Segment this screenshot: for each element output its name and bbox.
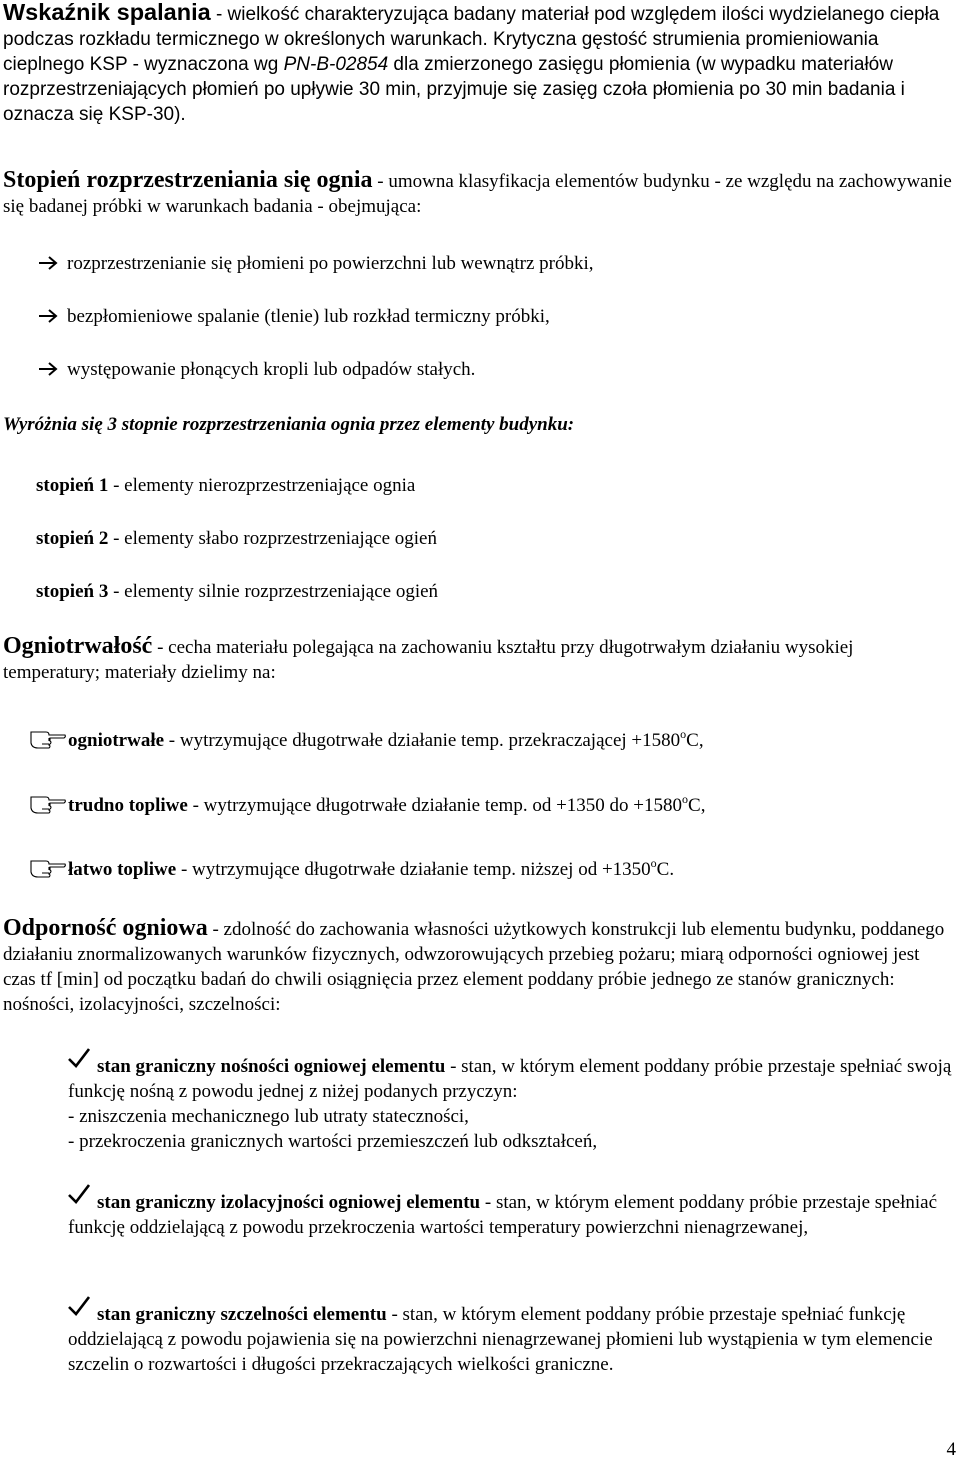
norm-reference: PN-B-02854: [283, 54, 389, 75]
page-number: 4: [946, 1439, 956, 1460]
paragraph-fire-resistance: Odporność ogniowa - zdolność do zachowania własności użytkowych konstrukcji lub elementu budynku, poddanego działaniu znormalizowanych warunków fizycznych, odwzorowujących przebieg pożaru; miarą odporności ogniowej jest czas tf [min] od początku badań do chwili osiągnięcia przez element poddany próbie jednego ze stanów granicznych: nośności, izolacyjności, szczelności:: [3, 915, 945, 1015]
list-item: stan graniczny izolacyjności ogniowej elementu - stan, w którym element poddany próbie przestaje spełniać funkcję oddzielającą z powodu przekroczenia wartości temperatury powierzchni nienagrzewanej,: [68, 1190, 954, 1240]
arrow-right-icon: [38, 256, 58, 270]
pointing-hand-icon: [30, 728, 66, 750]
sub-item: - przekroczenia granicznych wartości przemieszczeń lub odkształceń,: [68, 1131, 598, 1152]
checkmark-icon: [68, 1296, 90, 1316]
pointing-hand-icon: [30, 857, 66, 879]
term-fire-spread: Stopień rozprzestrzeniania się ognia: [3, 167, 373, 193]
list-item: trudno topliwe - wytrzymujące długotrwałe działanie temp. od +1350 do $+1580^oC$,: [30, 793, 705, 818]
paragraph-refractoriness: Ogniotrwałość - cecha materiału polegająca na zachowaniu kształtu przy długotrwałym działaniu wysokiej temperatury; materiały dzielimy na:: [3, 633, 854, 683]
sub-item: - zniszczenia mechanicznego lub utraty stateczności,: [68, 1106, 469, 1127]
arrow-right-icon: [38, 362, 58, 376]
list-item: stopień 2 - elementy słabo rozprzestrzeniające ogień: [36, 528, 437, 549]
section-heading: Wyróżnia się 3 stopnie rozprzestrzeniania ognia przez elementy budynku:: [3, 414, 575, 435]
list-item: stopień 3 - elementy silnie rozprzestrzeniające ogień: [36, 581, 439, 602]
checkmark-icon: [68, 1048, 90, 1068]
paragraph-burn-index: Wskaźnik spalania - wielkość charakteryzująca badany materiał pod względem ilości wydzielanego ciepła podczas rozkładu termicznego w określonych warunkach. Krytyczna gęstość strumienia promieniowania cieplnego KSP - wyznaczona wg PN-B-02854 dla zmierzonego zasięgu płomienia (w wypadku materiałów rozprzestrzeniających płomień po upływie 30 min, przyjmuje się zasięg czoła płomienia po 30 min badania i oznacza się KSP-30).: [3, 0, 940, 125]
arrow-right-icon: [38, 309, 58, 323]
term-fire-resistance: Odporność ogniowa: [3, 915, 208, 941]
checkmark-icon: [68, 1184, 90, 1204]
paragraph-fire-spread: Stopień rozprzestrzeniania się ognia - umowna klasyfikacja elementów budynku - ze względu na zachowywanie się badanej próbki w warunkach badania - obejmująca:: [3, 167, 952, 217]
list-item: rozprzestrzenianie się płomieni po powierzchni lub wewnątrz próbki,: [38, 251, 594, 276]
pointing-hand-icon: [30, 793, 66, 815]
list-item: stopień 1 - elementy nierozprzestrzeniające ognia: [36, 475, 416, 496]
list-item: bezpłomieniowe spalanie (tlenie) lub rozkład termiczny próbki,: [38, 304, 550, 329]
list-item: ogniotrwałe - wytrzymujące długotrwałe działanie temp. przekraczającej $+1580^oC$,: [30, 728, 704, 753]
term-burn-index: Wskaźnik spalania: [3, 0, 211, 25]
term-refractoriness: Ogniotrwałość: [3, 633, 153, 659]
list-item: stan graniczny nośności ogniowej elementu - stan, w którym element poddany próbie przestaje spełniać swoją funkcję nośną z powodu jednej z niżej podanych przyczyn: - zniszczenia mechanicznego lub utraty stateczności, - przekroczenia granicznych wartości przemieszczeń lub odkształceń,: [68, 1054, 954, 1154]
list-item: stan graniczny szczelności elementu - stan, w którym element poddany próbie przestaje spełniać funkcję oddzielającą z powodu pojawienia się na powierzchni nienagrzewanej płomieni lub wystąpienia w tym elemencie szczelin o rozwartości i długości przekraczających wielkości graniczne.: [68, 1302, 954, 1377]
list-item: występowanie płonących kropli lub odpadów stałych.: [38, 357, 475, 382]
list-item: łatwo topliwe - wytrzymujące długotrwałe działanie temp. niższej od $+1350^oC$.: [30, 857, 674, 882]
